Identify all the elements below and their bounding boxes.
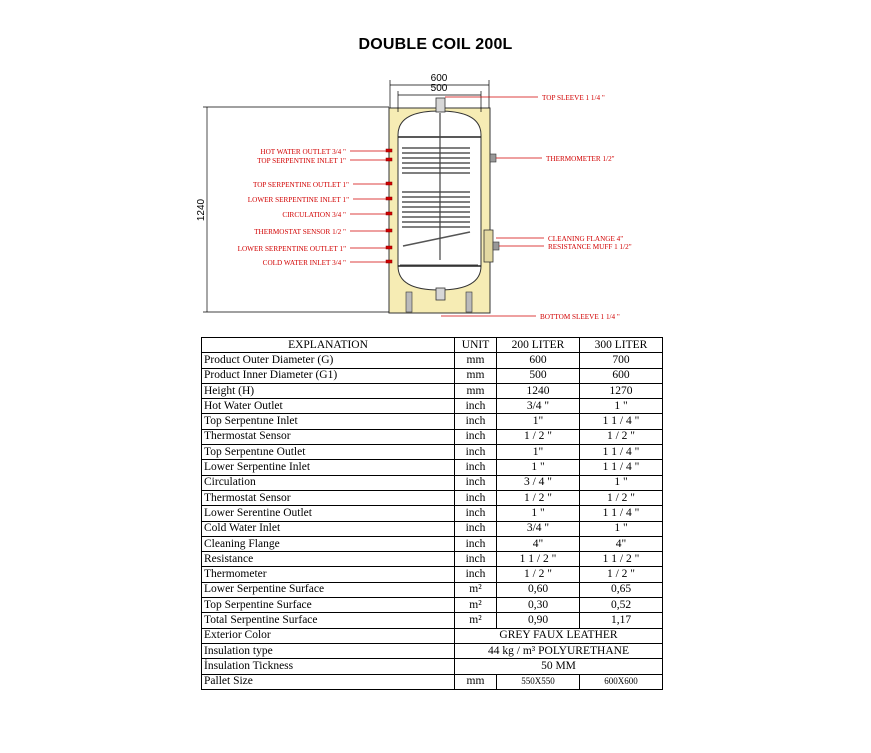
cell-explanation: Resistance (202, 552, 455, 567)
cell-unit: mm (455, 353, 497, 368)
cleaning-flange (484, 230, 493, 262)
label-resistance-muff: RESISTANCE MUFF 1 1/2" (548, 243, 632, 251)
table-row (202, 399, 663, 414)
cell-200-liter: 0,30 (497, 598, 580, 613)
bottom-sleeve (436, 288, 445, 300)
cell-merged-value: GREY FAUX LEATHER (455, 628, 663, 643)
table-row (202, 582, 663, 597)
header-300-liter: 300 LITER (580, 338, 663, 353)
cell-200-liter: 1" (497, 445, 580, 460)
cell-explanation: Product Inner Diameter (G1) (202, 368, 455, 383)
cell-300-liter: 1,17 (580, 613, 663, 628)
cell-300-liter: 1 1 / 2 " (580, 552, 663, 567)
cell-explanation: Pallet Size (202, 674, 455, 689)
cell-300-liter: 1 / 2 " (580, 429, 663, 444)
cell-explanation: Circulation (202, 475, 455, 490)
cell-300-liter: 700 (580, 353, 663, 368)
table-row (202, 521, 663, 536)
cell-300-liter: 1 1 / 4 " (580, 445, 663, 460)
cell-300-liter: 1 1 / 4 " (580, 414, 663, 429)
cell-explanation: Exterior Color (202, 628, 455, 643)
cell-200-liter: 1 / 2 " (497, 567, 580, 582)
cell-explanation: İnsulation Tickness (202, 659, 455, 674)
cell-200-liter: 550X550 (497, 674, 580, 689)
cell-unit: inch (455, 506, 497, 521)
table-row (202, 536, 663, 551)
page-title: DOUBLE COIL 200L (358, 36, 513, 53)
cell-explanation: Cold Water Inlet (202, 521, 455, 536)
cell-200-liter: 3/4 " (497, 399, 580, 414)
cell-300-liter: 1 1 / 4 " (580, 460, 663, 475)
cell-unit: inch (455, 475, 497, 490)
cell-200-liter: 3 / 4 " (497, 475, 580, 490)
table-row (202, 414, 663, 429)
table-row (202, 368, 663, 383)
cell-300-liter: 1 / 2 " (580, 567, 663, 582)
table-row (202, 567, 663, 582)
cell-300-liter: 1270 (580, 383, 663, 398)
table-row (202, 552, 663, 567)
cell-300-liter: 1 " (580, 399, 663, 414)
cell-unit: inch (455, 552, 497, 567)
cell-explanation: Top Serpentine Surface (202, 598, 455, 613)
cell-200-liter: 1 " (497, 460, 580, 475)
cell-200-liter: 4" (497, 536, 580, 551)
cell-300-liter: 4" (580, 536, 663, 551)
cell-unit: inch (455, 536, 497, 551)
cell-200-liter: 3/4 " (497, 521, 580, 536)
top-sleeve (436, 98, 445, 112)
cell-300-liter: 1 " (580, 521, 663, 536)
table-row (202, 659, 663, 674)
table-row (202, 613, 663, 628)
label-top-sleeve: TOP SLEEVE 1 1/4 " (542, 94, 605, 102)
cell-explanation: Product Outer Diameter (G) (202, 353, 455, 368)
cell-300-liter: 0,65 (580, 582, 663, 597)
label-top-serpentine-outlet: TOP SERPENTINE OUTLET 1" (252, 181, 349, 189)
cell-200-liter: 500 (497, 368, 580, 383)
cell-200-liter: 1 1 / 2 " (497, 552, 580, 567)
table-row (202, 643, 663, 658)
cell-unit: m² (455, 582, 497, 597)
cell-unit: mm (455, 674, 497, 689)
label-cold-water-inlet: COLD WATER INLET 3/4 " (262, 259, 346, 267)
cell-unit: inch (455, 490, 497, 505)
table-row (202, 490, 663, 505)
thermometer-fitting (490, 154, 496, 162)
cell-300-liter: 1 1 / 4 " (580, 506, 663, 521)
cell-200-liter: 1240 (497, 383, 580, 398)
cell-explanation: Top Serpentıne Outlet (202, 445, 455, 460)
cell-explanation: Insulation type (202, 643, 455, 658)
cell-merged-value: 50 MM (455, 659, 663, 674)
cell-explanation: Lower Serpentine Inlet (202, 460, 455, 475)
table-row (202, 353, 663, 368)
table-row (202, 429, 663, 444)
table-row (202, 475, 663, 490)
cell-300-liter: 1 " (580, 475, 663, 490)
cell-unit: inch (455, 414, 497, 429)
table-header-row (202, 338, 663, 353)
cell-300-liter: 600 (580, 368, 663, 383)
cell-300-liter: 0,52 (580, 598, 663, 613)
cell-unit: inch (455, 399, 497, 414)
table-row (202, 598, 663, 613)
cell-explanation: Cleaning Flange (202, 536, 455, 551)
dim-outer-diameter: 600 (430, 73, 448, 84)
label-top-serpentine-inlet: TOP SERPENTINE INLET 1" (257, 157, 346, 165)
cell-explanation: Top Serpentıne Inlet (202, 414, 455, 429)
label-circulation: CIRCULATION 3/4 " (282, 211, 346, 219)
cell-unit: inch (455, 429, 497, 444)
cell-200-liter: 600 (497, 353, 580, 368)
cell-unit: mm (455, 368, 497, 383)
cell-explanation: Thermostat Sensor (202, 429, 455, 444)
dim-inner-diameter: 500 (430, 83, 448, 94)
table-row (202, 506, 663, 521)
tank-technical-drawing (0, 0, 871, 335)
cell-unit: inch (455, 567, 497, 582)
cell-200-liter: 1 / 2 " (497, 429, 580, 444)
header-explanation: EXPLANATION (202, 338, 455, 353)
cell-explanation: Thermometer (202, 567, 455, 582)
cell-200-liter: 0,90 (497, 613, 580, 628)
cell-300-liter: 1 / 2 " (580, 490, 663, 505)
table-row (202, 445, 663, 460)
cell-explanation: Thermostat Sensor (202, 490, 455, 505)
specification-table (201, 337, 663, 690)
header-200-liter: 200 LITER (497, 338, 580, 353)
table-row (202, 460, 663, 475)
cell-explanation: Height (H) (202, 383, 455, 398)
cell-unit: m² (455, 598, 497, 613)
cell-explanation: Total Serpentine Surface (202, 613, 455, 628)
label-thermostat-sensor: THERMOSTAT SENSOR 1/2 " (254, 228, 346, 236)
label-hot-water-outlet: HOT WATER OUTLET 3/4 " (260, 148, 346, 156)
cell-explanation: Lower Serpentine Surface (202, 582, 455, 597)
cell-explanation: Hot Water Outlet (202, 399, 455, 414)
label-lower-serpentine-outlet: LOWER SERPENTINE OUTLET 1" (237, 245, 346, 253)
table-row (202, 628, 663, 643)
cell-300-liter: 600X600 (580, 674, 663, 689)
header-unit: UNIT (455, 338, 497, 353)
label-bottom-sleeve: BOTTOM SLEEVE 1 1/4 " (540, 313, 620, 321)
cell-unit: mm (455, 383, 497, 398)
dim-height: 1240 (196, 198, 207, 222)
label-lower-serpentine-inlet: LOWER SERPENTINE INLET 1" (247, 196, 349, 204)
cell-200-liter: 1 " (497, 506, 580, 521)
label-cleaning-flange: CLEANING FLANGE 4" (548, 235, 624, 243)
table-row-pallet (202, 674, 663, 689)
cell-200-liter: 1 / 2 " (497, 490, 580, 505)
cell-unit: inch (455, 521, 497, 536)
cell-unit: inch (455, 445, 497, 460)
cell-explanation: Lower Serentine Outlet (202, 506, 455, 521)
cell-200-liter: 0,60 (497, 582, 580, 597)
cell-unit: m² (455, 613, 497, 628)
cell-200-liter: 1" (497, 414, 580, 429)
cell-unit: inch (455, 460, 497, 475)
cell-merged-value: 44 kg / m³ POLYURETHANE (455, 643, 663, 658)
table-row (202, 383, 663, 398)
label-thermometer: THERMOMETER 1/2" (546, 155, 615, 163)
